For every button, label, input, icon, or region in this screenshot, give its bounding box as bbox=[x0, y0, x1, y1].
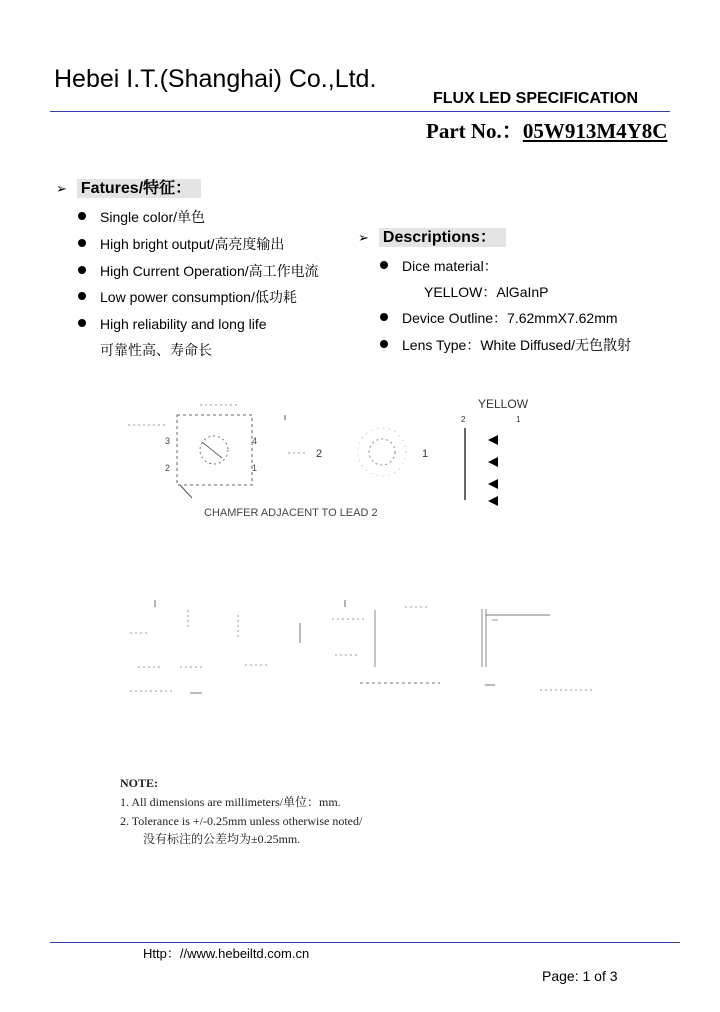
package-top-view-diagram bbox=[110, 390, 670, 520]
description-item bbox=[380, 336, 631, 354]
led-symbol-icon bbox=[488, 435, 498, 445]
lens-circle bbox=[200, 436, 228, 464]
led-symbol-icon bbox=[488, 479, 498, 489]
lens-type: Lens Type：White Diffused/无色散射 bbox=[402, 337, 632, 353]
note-item: 1. All dimensions are millimeters/单位：mm. bbox=[120, 795, 341, 809]
pin-1-label: 1 bbox=[252, 463, 258, 473]
bullet-dot-icon bbox=[380, 261, 388, 269]
features-heading bbox=[56, 178, 201, 200]
bullet-dot-icon bbox=[380, 313, 388, 321]
notes-heading: NOTE: bbox=[120, 776, 159, 790]
feature-item-label: High Current Operation/高工作电流 bbox=[100, 263, 319, 279]
website-link[interactable]: Http：//www.hebeiltd.com.cn bbox=[143, 946, 310, 961]
bullet-dot-icon bbox=[380, 340, 388, 348]
descriptions-heading bbox=[358, 227, 506, 249]
part-number: 05W913M4Y8C bbox=[522, 119, 668, 143]
bullet-dot-icon bbox=[78, 292, 86, 300]
led-symbol-icon bbox=[488, 457, 498, 467]
pin-4-label: 4 bbox=[252, 436, 258, 446]
note-item: 2. Tolerance is +/-0.25mm unless otherwise noted/ bbox=[120, 814, 363, 828]
bullet-dot-icon bbox=[78, 266, 86, 274]
note-continuation: 没有标注的公差均为±0.25mm. bbox=[143, 832, 301, 846]
dice-label: Dice material： bbox=[402, 258, 498, 274]
schematic-pin-1: 1 bbox=[516, 415, 521, 424]
pin-3-label: 3 bbox=[165, 436, 171, 446]
pin-1-side-label: 1 bbox=[422, 448, 429, 460]
feature-item-label: High reliability and long life bbox=[100, 316, 267, 332]
feature-item-label: Low power consumption/低功耗 bbox=[100, 289, 297, 305]
feature-item bbox=[78, 288, 297, 306]
bullet-dot-icon bbox=[78, 319, 86, 327]
feature-continuation: 可靠性高、寿命长 bbox=[100, 342, 212, 358]
chamfer-pointer bbox=[180, 485, 192, 498]
page-indicator: Page: 1 of 3 bbox=[542, 968, 618, 984]
package-outline bbox=[177, 415, 252, 485]
feature-item bbox=[78, 235, 284, 253]
dice-value: YELLOW：AlGaInP bbox=[424, 284, 549, 300]
part-number-label: Part No.： bbox=[426, 119, 523, 143]
schematic-pin-2: 2 bbox=[461, 415, 466, 424]
feature-item-label: Single color/单色 bbox=[100, 209, 206, 225]
description-item bbox=[380, 257, 498, 275]
device-outline: Device Outline：7.62mmX7.62mm bbox=[402, 310, 618, 326]
arrow-bullet-icon: ➢ bbox=[56, 181, 67, 196]
color-label: YELLOW bbox=[478, 397, 529, 411]
description-item bbox=[380, 309, 618, 327]
pin-2-label: 2 bbox=[165, 463, 171, 473]
features-heading-label: Fatures/特征： bbox=[77, 179, 201, 198]
feature-item-label: High bright output/高亮度输出 bbox=[100, 236, 285, 252]
descriptions-heading-label: Descriptions： bbox=[379, 228, 506, 247]
bullet-dot-icon bbox=[78, 212, 86, 220]
document-title: FLUX LED SPECIFICATION bbox=[433, 90, 639, 107]
bullet-dot-icon bbox=[78, 239, 86, 247]
lens-side-circle bbox=[369, 439, 395, 465]
lens-side-outline bbox=[358, 428, 406, 476]
arrow-bullet-icon: ➢ bbox=[358, 230, 369, 245]
footer-divider bbox=[50, 942, 680, 943]
part-number-line bbox=[426, 118, 667, 144]
pin-2-side-label: 2 bbox=[316, 448, 323, 460]
package-side-view-diagram bbox=[120, 595, 610, 705]
feature-item bbox=[78, 208, 205, 226]
chamfer-note: CHAMFER ADJACENT TO LEAD 2 bbox=[204, 507, 378, 519]
header-divider bbox=[50, 111, 670, 112]
feature-item bbox=[78, 315, 267, 333]
company-name: Hebei I.T.(Shanghai) Co.,Ltd. bbox=[54, 65, 377, 93]
led-symbol-icon bbox=[488, 496, 498, 506]
chamfer-line bbox=[202, 442, 222, 458]
feature-item bbox=[78, 262, 319, 280]
